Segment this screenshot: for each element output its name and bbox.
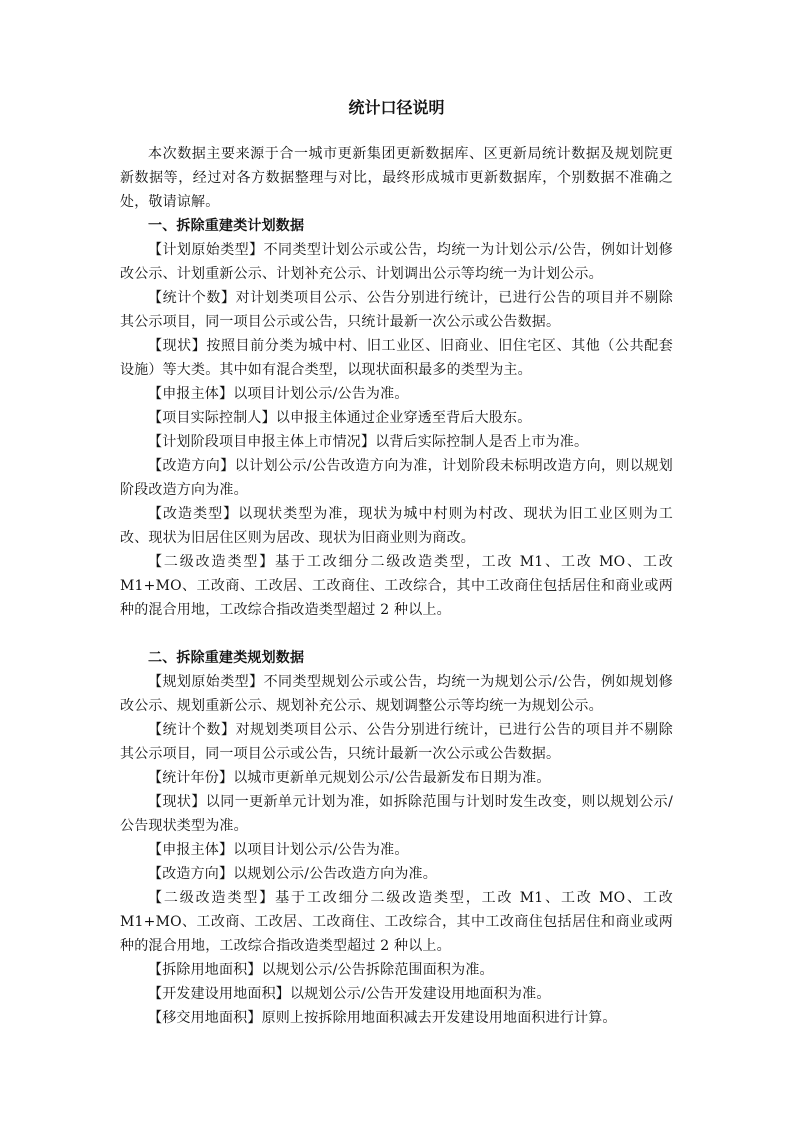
definition-item [120, 430, 673, 454]
definition-item [120, 550, 673, 622]
definition-item [120, 382, 673, 406]
definition-text: 以背后实际控制人是否上市为准。 [375, 434, 589, 450]
definition-label: 【项目实际控制人】 [148, 410, 276, 426]
definition-text: 基于工改细分二级改造类型，工改 M1、工改 MO、工改 M1+MO、工改商、工改居、工改商住、工改综合，其中工改商住包括居住和商业或两种的混合用地，工改综合指改造类型超过 2 种以上。 [120, 890, 673, 954]
definition-label: 【现状】 [148, 794, 206, 810]
definition-label: 【计划阶段项目申报主体上市情况】 [148, 434, 376, 450]
definition-text: 按照目前分类为城中村、旧工业区、旧商业、旧住宅区、其他（公共配套设施）等大类。其中如有混合类型，以现状面积最多的类型为主。 [120, 338, 673, 378]
section-heading: 二、拆除重建类规划数据 [148, 650, 305, 666]
definition-label: 【申报主体】 [148, 386, 234, 402]
definition-text: 对计划类项目公示、公告分别进行统计，已进行公告的项目并不剔除其公示项目，同一项目公示或公告，只统计最新一次公示或公告数据。 [120, 290, 674, 330]
definition-text: 以现状类型为准，现状为城中村则为村改、现状为旧工业区则为工改、现状为旧居住区则为居改、现状为旧商业则为商改。 [120, 506, 673, 546]
definition-item [120, 718, 673, 766]
definition-label: 【现状】 [148, 338, 207, 354]
definition-label: 【改造方向】 [148, 458, 235, 474]
definition-text: 以申报主体通过企业穿透至背后大股东。 [275, 410, 532, 426]
definition-item [120, 886, 673, 958]
section-heading: 一、拆除重建类计划数据 [148, 218, 305, 234]
intro-paragraph: 本次数据主要来源于合一城市更新集团更新数据库、区更新局统计数据及规划院更新数据等，经过对各方数据整理与对比，最终形成城市更新数据库，个别数据不准确之处，敬请谅解。 [120, 146, 673, 210]
section-plan-data [120, 214, 673, 622]
definition-label: 【规划原始类型】 [148, 674, 264, 690]
definition-label: 【开发建设用地面积】 [148, 986, 290, 1002]
definition-item [120, 766, 673, 790]
definition-text: 不同类型计划公示或公告，均统一为计划公示/公告，例如计划修改公示、计划重新公示、计划补充公示、计划调出公示等均统一为计划公示。 [120, 242, 673, 282]
section-planning-data [120, 646, 673, 1030]
definition-text: 以规划公示/公告开发建设用地面积为准。 [290, 986, 551, 1002]
definition-item [120, 862, 673, 886]
definition-text: 原则上按拆除用地面积减去开发建设用地面积进行计算。 [261, 1010, 617, 1026]
definition-text: 以计划公示/公告改造方向为准，计划阶段未标明改造方向，则以规划阶段改造方向为准。 [120, 458, 673, 498]
definition-label: 【拆除用地面积】 [148, 962, 262, 978]
section-items [120, 670, 673, 1030]
definition-item [120, 838, 673, 862]
definition-label: 【统计年份】 [148, 770, 234, 786]
section-spacer [120, 622, 673, 646]
definition-label: 【统计个数】 [148, 722, 236, 738]
section-items [120, 238, 673, 622]
definition-item [120, 1006, 673, 1030]
definition-label: 【申报主体】 [148, 842, 234, 858]
definition-item [120, 454, 673, 502]
definition-text: 基于工改细分二级改造类型，工改 M1、工改 MO、工改 M1+MO、工改商、工改居、工改商住、工改综合，其中工改商住包括居住和商业或两种的混合用地，工改综合指改造类型超过 2 种以上。 [120, 554, 673, 618]
definition-label: 【计划原始类型】 [148, 242, 264, 258]
definition-label: 【二级改造类型】 [148, 554, 276, 570]
definition-item [120, 502, 673, 550]
definition-label: 【改造类型】 [148, 506, 239, 522]
definition-item [120, 790, 673, 838]
document-page [120, 96, 673, 1030]
definition-item [120, 334, 673, 382]
definition-item [120, 982, 673, 1006]
definition-text: 以规划公示/公告拆除范围面积为准。 [261, 962, 494, 978]
definition-text: 以规划公示/公告改造方向为准。 [233, 866, 437, 882]
definition-text: 以项目计划公示/公告为准。 [233, 842, 409, 858]
definition-label: 【移交用地面积】 [148, 1010, 262, 1026]
definition-label: 【统计个数】 [148, 290, 236, 306]
definition-item [120, 286, 673, 334]
definition-item [120, 238, 673, 286]
definition-text: 对规划类项目公示、公告分别进行统计，已进行公告的项目并不剔除其公示项目，同一项目公示或公告，只统计最新一次公示或公告数据。 [120, 722, 674, 762]
definition-item [120, 406, 673, 430]
definition-label: 【二级改造类型】 [148, 890, 276, 906]
definition-item [120, 670, 673, 718]
definition-text: 以城市更新单元规划公示/公告最新发布日期为准。 [233, 770, 551, 786]
definition-text: 以项目计划公示/公告为准。 [233, 386, 409, 402]
definition-text: 不同类型规划公示或公告，均统一为规划公示/公告，例如规划修改公示、规划重新公示、规划补充公示、规划调整公示等均统一为规划公示。 [120, 674, 673, 714]
definition-item [120, 958, 673, 982]
document-title: 统计口径说明 [348, 98, 445, 117]
definition-label: 【改造方向】 [148, 866, 234, 882]
definition-text: 以同一更新单元计划为准，如拆除范围与计划时发生改变，则以规划公示/公告现状类型为准。 [120, 794, 673, 834]
